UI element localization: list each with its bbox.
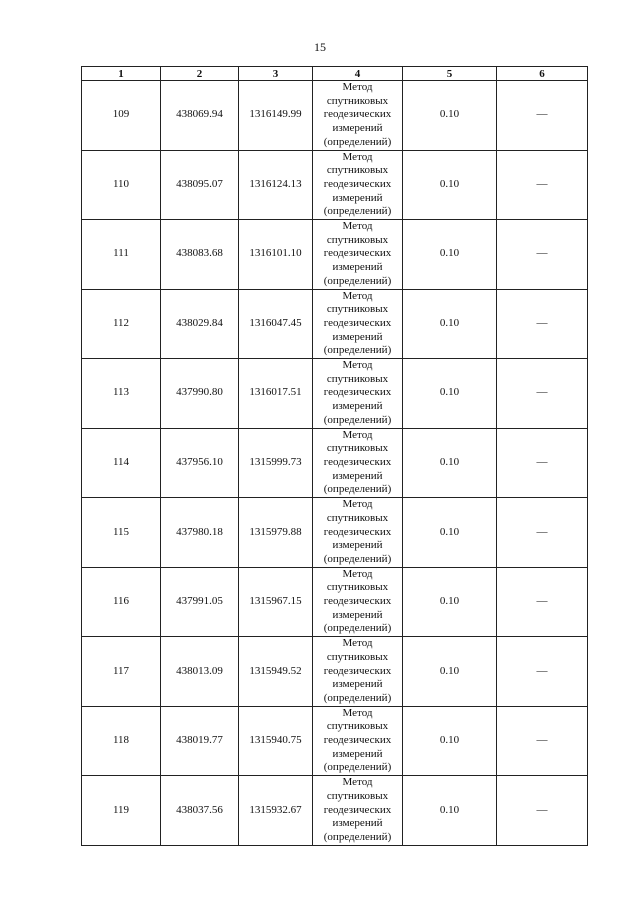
table-row [82,359,588,429]
x-coordinate-cell: 438095.07 [161,150,239,220]
x-coordinate-cell: 437956.10 [161,428,239,498]
point-number-cell: 109 [82,81,161,151]
table-body [82,81,588,846]
method-cell [313,428,403,498]
note-cell: — [497,637,588,707]
coordinates-table [81,66,588,846]
x-coordinate-cell: 437991.05 [161,567,239,637]
y-coordinate-cell: 1316124.13 [239,150,313,220]
method-cell [313,498,403,568]
column-header-4: 4 [313,67,403,81]
point-number-cell: 117 [82,637,161,707]
method-cell [313,567,403,637]
accuracy-cell: 0.10 [403,359,497,429]
table-row [82,289,588,359]
method-text: Метод спутниковых геодезических измерений (определений) [323,776,392,843]
page-number: 15 [314,40,326,54]
method-cell [313,150,403,220]
point-number-cell: 116 [82,567,161,637]
table-header-row [82,67,588,81]
column-header-5: 5 [403,67,497,81]
y-coordinate-cell: 1316101.10 [239,220,313,290]
note-cell: — [497,289,588,359]
accuracy-cell: 0.10 [403,150,497,220]
accuracy-cell: 0.10 [403,567,497,637]
table-row [82,776,588,846]
note-cell: — [497,498,588,568]
point-number-cell: 112 [82,289,161,359]
method-text: Метод спутниковых геодезических измерений (определений) [323,220,392,287]
note-cell: — [497,81,588,151]
point-number-cell: 110 [82,150,161,220]
method-text: Метод спутниковых геодезических измерений (определений) [323,428,392,496]
note-cell: — [497,428,588,498]
method-cell [313,359,403,429]
note-cell: — [497,776,588,846]
accuracy-cell: 0.10 [403,706,497,776]
table-row [82,706,588,776]
point-number-cell: 119 [82,776,161,846]
table-row [82,637,588,707]
method-cell [313,776,403,846]
method-cell [313,81,403,151]
y-coordinate-cell: 1315932.67 [239,776,313,846]
accuracy-cell: 0.10 [403,776,497,846]
y-coordinate-cell: 1315979.88 [239,498,313,568]
accuracy-cell: 0.10 [403,637,497,707]
accuracy-cell: 0.10 [403,428,497,498]
y-coordinate-cell: 1315940.75 [239,706,313,776]
x-coordinate-cell: 438029.84 [161,289,239,359]
method-text: Метод спутниковых геодезических измерений (определений) [323,706,392,774]
point-number-cell: 111 [82,220,161,290]
method-cell [313,289,403,359]
x-coordinate-cell: 438019.77 [161,706,239,776]
y-coordinate-cell: 1315999.73 [239,428,313,498]
accuracy-cell: 0.10 [403,289,497,359]
y-coordinate-cell: 1315967.15 [239,567,313,637]
y-coordinate-cell: 1316017.51 [239,359,313,429]
table-row [82,81,588,151]
point-number-cell: 115 [82,498,161,568]
note-cell: — [497,150,588,220]
y-coordinate-cell: 1316149.99 [239,81,313,151]
accuracy-cell: 0.10 [403,81,497,151]
point-number-cell: 118 [82,706,161,776]
method-text: Метод спутниковых геодезических измерений (определений) [323,359,392,426]
table-row [82,567,588,637]
method-text: Метод спутниковых геодезических измерений (определений) [323,150,392,218]
table-row [82,150,588,220]
accuracy-cell: 0.10 [403,498,497,568]
note-cell: — [497,706,588,776]
method-cell [313,706,403,776]
x-coordinate-cell: 438069.94 [161,81,239,151]
column-header-6: 6 [497,67,588,81]
point-number-cell: 114 [82,428,161,498]
column-header-1: 1 [82,67,161,81]
point-number-cell: 113 [82,359,161,429]
table-row [82,220,588,290]
method-text: Метод спутниковых геодезических измерений (определений) [323,289,392,357]
table-row [82,428,588,498]
method-text: Метод спутниковых геодезических измерений (определений) [323,498,392,565]
x-coordinate-cell: 437980.18 [161,498,239,568]
table-row [82,498,588,568]
method-text: Метод спутниковых геодезических измерений (определений) [323,637,392,704]
x-coordinate-cell: 438013.09 [161,637,239,707]
x-coordinate-cell: 438083.68 [161,220,239,290]
y-coordinate-cell: 1316047.45 [239,289,313,359]
method-text: Метод спутниковых геодезических измерений (определений) [323,81,392,148]
column-header-3: 3 [239,67,313,81]
method-cell [313,220,403,290]
column-header-2: 2 [161,67,239,81]
method-cell [313,637,403,707]
note-cell: — [497,220,588,290]
x-coordinate-cell: 437990.80 [161,359,239,429]
accuracy-cell: 0.10 [403,220,497,290]
note-cell: — [497,359,588,429]
y-coordinate-cell: 1315949.52 [239,637,313,707]
note-cell: — [497,567,588,637]
x-coordinate-cell: 438037.56 [161,776,239,846]
method-text: Метод спутниковых геодезических измерений (определений) [323,567,392,635]
